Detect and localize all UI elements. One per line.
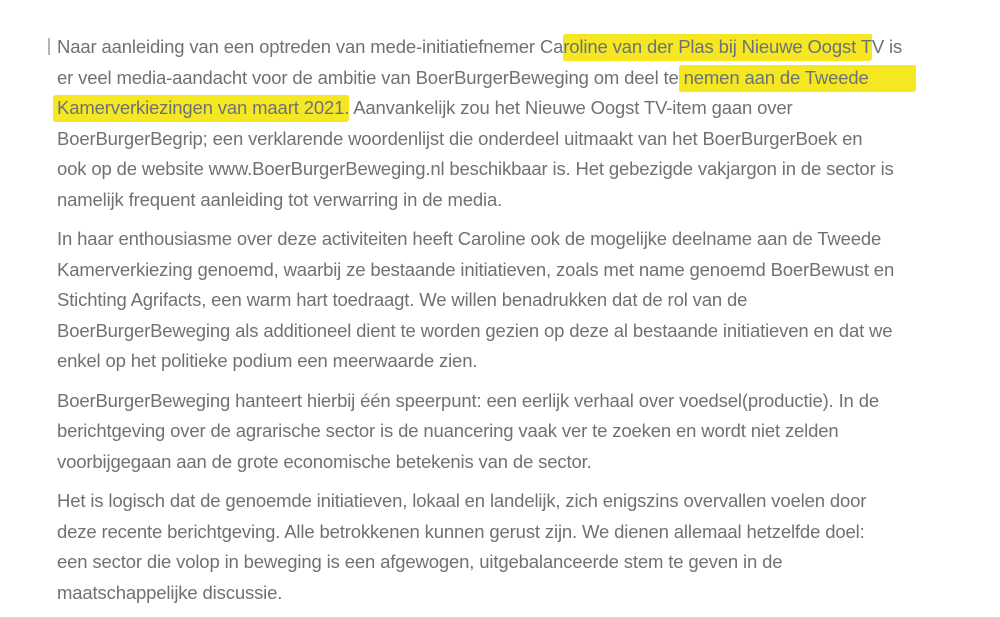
text-line xyxy=(57,93,997,124)
text-line xyxy=(57,124,997,155)
article-text xyxy=(57,32,997,617)
text-line xyxy=(57,416,997,447)
text-segment: BoerBurgerBeweging hanteert hierbij één speerpunt: een eerlijk verhaal over voedsel(productie). In de xyxy=(57,389,879,411)
paragraph-4 xyxy=(57,486,997,608)
text-line xyxy=(57,517,997,548)
text-segment: ook op de website www.BoerBurgerBeweging.nl beschikbaar is. Het gebezigde vakjargon in de sector is xyxy=(57,158,894,179)
text-line xyxy=(57,224,997,255)
text-segment: BoerBurgerBeweging als additioneel dient te worden gezien op deze al bestaande initiatieven en dat we xyxy=(57,319,893,341)
text-segment: er veel media-aandacht voor de ambitie van BoerBurgerBeweging om deel te xyxy=(57,66,679,88)
paragraph-2 xyxy=(57,224,997,377)
text-line xyxy=(57,447,997,478)
text-segment: Stichting Agrifacts, een warm hart toedraagt. We willen benadrukken dat de rol van de xyxy=(57,289,748,310)
paragraph-1 xyxy=(57,32,997,215)
text-line xyxy=(57,185,997,216)
text-segment: voorbijgegaan aan de grote economische betekenis van de sector. xyxy=(57,450,592,472)
text-line xyxy=(57,63,997,94)
highlighted-text: nemen aan de Tweede xyxy=(679,65,916,92)
text-line xyxy=(57,346,997,377)
text-segment: deze recente berichtgeving. Alle betrokkenen kunnen gerust zijn. We dienen allemaal hetzelfde doel: xyxy=(57,520,865,542)
text-segment: V is xyxy=(871,36,903,57)
text-line xyxy=(57,486,997,517)
text-line xyxy=(57,578,997,609)
highlighted-text: Kamerverkiezingen van maart 2021. xyxy=(53,95,349,122)
text-line xyxy=(57,285,997,316)
text-line xyxy=(57,154,997,185)
text-segment: namelijk frequent aanleiding tot verwarring in de media. xyxy=(57,188,503,210)
text-segment: enkel op het politieke podium een meerwaarde zien. xyxy=(57,350,478,371)
text-segment: Kamerverkiezing genoemd, waarbij ze bestaande initiatieven, zoals met name genoemd BoerBewust en xyxy=(57,258,895,280)
text-segment: berichtgeving over de agrarische sector is de nuancering vaak ver te zoeken en wordt niet zelden xyxy=(57,420,839,441)
text-line xyxy=(57,547,997,578)
text-segment: een sector die volop in beweging is een afgewogen, uitgebalanceerde stem te geven in de xyxy=(57,551,783,572)
text-segment: maatschappelijke discussie. xyxy=(57,581,283,603)
paragraph-3 xyxy=(57,386,997,478)
text-cursor xyxy=(48,38,50,55)
text-line xyxy=(57,386,997,417)
text-line xyxy=(57,316,997,347)
highlighted-text: roline van der Plas bij Nieuwe Oogst T xyxy=(563,34,872,61)
text-segment: Het is logisch dat de genoemde initiatieven, lokaal en landelijk, zich enigszins overvallen voelen door xyxy=(57,490,867,511)
text-segment: In haar enthousiasme over deze activiteiten heeft Caroline ook de mogelijke deelname aan de Tweede xyxy=(57,228,882,249)
text-segment: Naar aanleiding van een optreden van mede-initiatiefnemer Ca xyxy=(57,36,564,57)
text-segment: BoerBurgerBegrip; een verklarende woordenlijst die onderdeel uitmaakt van het BoerBurgerBoek en xyxy=(57,127,863,149)
text-segment: Aanvankelijk zou het Nieuwe Oogst TV-item gaan over xyxy=(349,97,793,118)
text-line xyxy=(57,255,997,286)
text-line xyxy=(57,32,997,63)
